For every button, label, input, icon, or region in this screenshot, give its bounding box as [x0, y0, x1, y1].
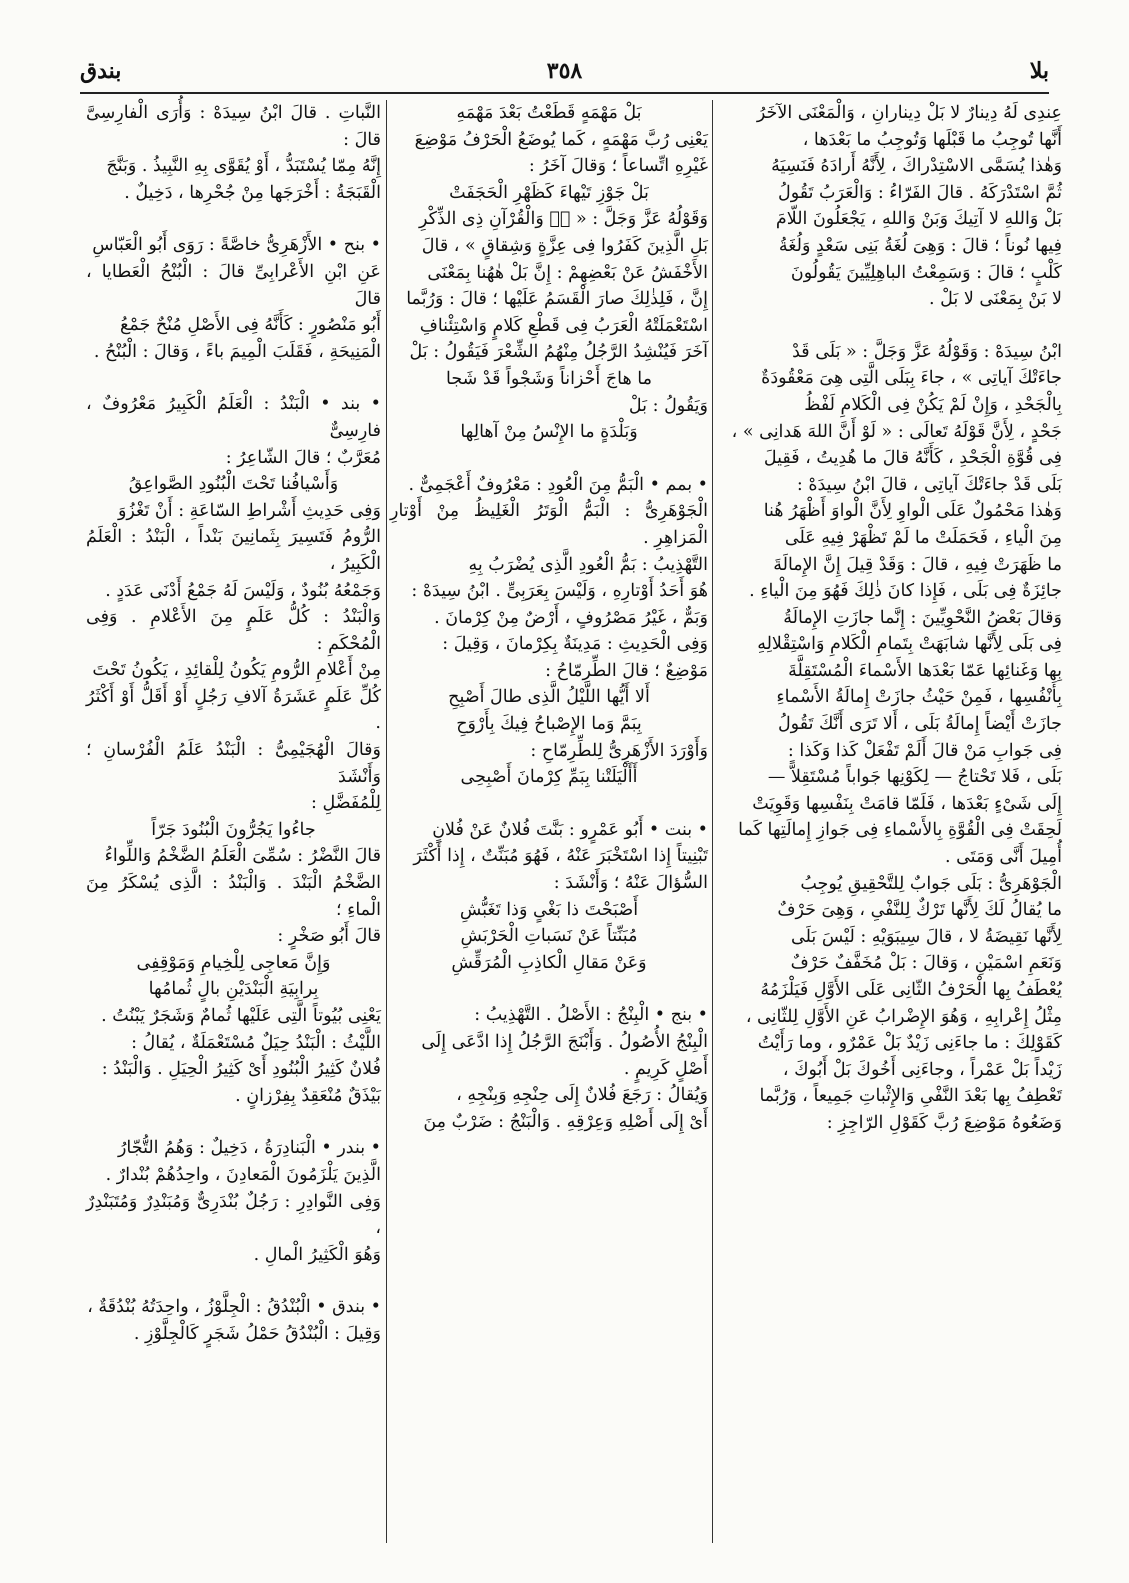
text-line: الأَخْفَشُ عَنْ بَعْضِهِمْ : إِنَّ بَلْ هٰهُنا بِمَعْنَى — [427, 262, 708, 283]
text-line: جاءُوا يَجُرُّونَ الْبُنُودَ جَرّاً — [151, 819, 316, 840]
entry-spacer — [390, 976, 708, 1002]
text-line: أَنَّها تُوجِبُ ما قَبْلَها وَتُوجِبُ ما بَعْدَها ، — [802, 129, 1062, 150]
text-line: وَيُقالُ : رَجَعَ فُلانٌ إِلَى حِنْجِهِ وَبِنْجِهِ ، — [456, 1085, 708, 1106]
text-line: وَعَنْ مَقالِ الْكاذِبِ الْمُرَقِّشِ — [451, 952, 647, 973]
text-line: وَنَعَمِ اسْمَيْنِ ، وَقالَ : بَلْ مُخَفَّفٌ حَرْفٌ — [790, 953, 1062, 974]
text-line: أَىْ إِلَى أَصْلِهِ وَعِرْقِهِ . وَالْبَنْجُ : ضَرْبٌ مِنَ — [423, 1111, 708, 1132]
text-line: فِى بَلَى لِأَنَّها شابَهَتْ بِتَمامِ الْكَلامِ وَاسْتِقْلالِهِ — [757, 634, 1062, 655]
text-line: بِها وَغَنائِها عَمّا بَعْدَها الأَسْماءَ الْمُسْتَقِلَّةَ — [788, 660, 1062, 681]
column-right — [717, 100, 1062, 1553]
text-line: جائِزَةٌ فِى بَلَى ، فَإِذا كانَ ذٰلِكَ فَهُوَ مِنَ الْياءِ . — [749, 581, 1062, 602]
text-line: مِنَ الْياءِ ، فَحَمَلَتْ ما لَمْ تَظْهَرْ فِيهِ عَلَى — [784, 527, 1062, 548]
text-line: الْمَنِيحَةِ ، فَقَلَبَ الْمِيمَ باءً ، وَقالَ : الْبُنْحُ . — [93, 341, 381, 362]
text-line: وَإِنَّ مَعاجِى لِلْخِيامِ وَمَوْقِفِى — [136, 952, 331, 973]
text-line: مِثْلُ إِعْرابِهِ ، وَهُوَ الإِضْرابُ عَنِ الأَوَّلِ لِلثّانِى ، — [745, 1006, 1062, 1027]
text-line: بِأَنْفُسِها ، فَمِنْ حَيْثُ جازَتْ إِمالَةُ الأَسْماءِ — [776, 687, 1062, 708]
text-line: • بند • الْبَنْدُ : الْعَلَمُ الْكَبِيرُ مَعْرُوفٌ ، فارِسِىٌّ — [86, 394, 381, 441]
entry-spacer — [390, 446, 708, 472]
text-line: يَعْنِى بُيُوتاً الَّتِى عَلَيْها ثُمامٌ وَشَجَرٌ يَبْنُتُ . — [101, 1006, 381, 1026]
text-line: السُّؤالَ عَنْهُ ؛ وَأَنْشَدَ : — [553, 873, 708, 894]
text-line: إِلَى شَىْءٍ بَعْدَها ، فَلَمّا قامَتْ بِنَفْسِها وَقَوِيَتْ — [752, 793, 1062, 814]
text-line: أَصْبَحْتَ ذا بَغْىٍ وَذا تَغَبُّشِ — [459, 899, 639, 920]
entry-spacer — [86, 365, 381, 391]
text-line: اسْتَعْمَلَتْهُ الْعَرَبُ فِى قَطْعِ كَلامٍ وَاسْتِئْنافِ — [419, 315, 708, 336]
text-line: مُعَرَّبٌ ؛ قالَ الشّاعِرُ : — [225, 447, 381, 468]
text-line: عَنِ ابْنِ الأَعْرابِىِّ قالَ : الْبُنْحُ الْعَطايا ، قالَ — [86, 261, 381, 309]
text-line: ما يُقالُ لَكَ لِأَنَّها تَرْكٌ لِلنَّفْىِ ، وَهِىَ حَرْفٌ — [777, 900, 1062, 921]
text-line: • بنح • الأَزْهَرِىُّ خاصَّةً : رَوَى أَبُو الْعَبّاسِ — [92, 235, 381, 256]
text-line: مُبَنِّتاً عَنْ نَسَباتِ الْحَرْبَشِ — [460, 926, 638, 947]
text-line: يُعْطَفُ بِها الْحَرْفُ الثّانِى عَلَى الأَوَّلِ فَيَلْزَمُهُ — [760, 980, 1062, 1000]
text-line: الْجَوْهَرِىُّ : الْبَمُّ الْوَتَرُ الْغَلِيظُ مِنْ أَوْتارِ الْمَزاهِرِ . — [390, 501, 708, 548]
text-line: مَوْضِعٌ ؛ قالَ الطِّرِمّاحُ : — [545, 660, 708, 681]
text-line: ابْنُ سِيدَهْ : وَقَوْلُهُ عَزَّ وَجَلَّ : « بَلَى قَدْ — [792, 341, 1062, 362]
text-line: لَحِقَتْ فِى الْقُوَّةِ بِالأَسْماءِ فِى جَوازِ إِمالَتِها كَما — [738, 820, 1062, 841]
text-line: عِندِى لَهُ دِينارٌ لا بَلْ دِينارانِ ، وَالْمَعْنَى الآخَرُ — [756, 103, 1062, 123]
text-line: وَجَمْعُهُ بُنُودٌ ، وَلَيْسَ لَهُ جَمْعُ أَدْنَى عَدَدٍ . — [105, 580, 381, 601]
text-line: الْقَبَجَةُ : أَخْرَجَها مِنْ جُحْرِها ، دَخِيلٌ . — [124, 182, 381, 203]
text-line: • بندر • الْبَنادِرَةُ ، دَخِيلٌ : وَهُمُ التُّجّارُ — [117, 1138, 381, 1159]
text-line: قالَ أَبُو صَخْرٍ : — [277, 926, 381, 947]
text-line: النَّباتِ . قالَ ابْنُ سِيدَهْ : وَأُرَى الْفارِسِىَّ قالَ : — [86, 103, 381, 150]
text-line: • بنج • الْبِنْجُ : الأَصْلُ . التَّهْذِيبُ : — [474, 1005, 708, 1026]
text-line: بَيْذَقٌ مُنْعَقِدٌ بِفِرْزانٍ . — [235, 1085, 381, 1106]
text-line: مِنْ أَعْلامِ الرُّومِ يَكُونُ لِلْقائِدِ ، يَكُونُ تَحْتَ — [92, 660, 381, 681]
text-line: وَأَوْرَدَ الأَزْهَرِىُّ لِلطِّرِمّاحِ : — [530, 740, 708, 761]
column-middle — [390, 100, 708, 1553]
text-line: وَهُوَ الْكَثِيرُ الْمالِ . — [253, 1244, 381, 1265]
text-line: وَهٰذا مَحْمُولٌ عَلَى الْواوِ لِأَنَّ الْواوَ أَظْهَرُ هُنا — [763, 501, 1062, 522]
entry-spacer — [86, 1268, 381, 1294]
text-line: لِأَنَّها نَقِيضَةُ لا ، قالَ سِيبَوَيْهِ : لَيْسَ بَلَى — [791, 926, 1062, 947]
text-line: الَّذِينَ يَلْزَمُونَ الْمَعادِنَ ، واحِدُهُمْ بُنْدارٌ . — [105, 1164, 381, 1185]
column-left — [86, 100, 381, 1553]
text-line: الْبِنْجُ الأُصُولُ . وَأَبْنَجَ الرَّجُلُ إِذا ادَّعَى إِلَى — [421, 1032, 708, 1052]
text-line: التَّهْذِيبُ : بَمُّ الْعُودِ الَّذِى يُضْرَبُ بِهِ — [468, 554, 708, 575]
entry-spacer — [390, 791, 708, 817]
text-line: أَبُو مَنْصُورٍ : كَأَنَّهُ فِى الأَصْلِ مُنْحٌ جَمْعُ — [120, 315, 381, 336]
entry-spacer — [86, 206, 381, 232]
text-line: فِى جَوابِ مَنْ قالَ أَلَمْ تَفْعَلْ كَذا وَكَذا : — [787, 740, 1062, 761]
page-number: ٣٥٨ — [546, 58, 583, 84]
header-rule — [80, 92, 1049, 94]
entry-spacer — [717, 313, 1062, 339]
entry-spacer — [86, 1109, 381, 1135]
text-line: ما هاجَ أَحْزاناً وَشَجْواً قَدْ شَجا — [446, 368, 652, 389]
text-line: الرُّومُ فَتَسِيرَ بِثَمانِينَ بَنْداً ، الْبَنْدُ : الْعَلَمُ الْكَبِيرُ ، — [86, 527, 381, 574]
text-line: لِلْمُفَضَّلِ : — [311, 793, 381, 814]
text-line: وَفِى الْحَدِيثِ : مَدِينَةٌ بِكِرْمانَ ، وَقِيلَ : — [442, 634, 708, 655]
header-entry-right: بلا — [1029, 58, 1049, 84]
text-line: كُلِّ عَلَمٍ عَشَرَةُ آلافِ رَجُلٍ أَوْ أَقَلُّ أَوْ أَكْثَرُ . — [86, 686, 381, 734]
text-line: غَيْرِهِ اتِّساعاً ؛ وَقالَ آخَرُ : — [528, 156, 708, 177]
text-line: لا بَنْ بِمَعْنَى لا بَلْ . — [929, 289, 1062, 310]
text-line: وَبَمٌّ ، غَيْرُ مَصْرُوفٍ ، أَرْضٌ مِنْ كِرْمانَ . — [434, 607, 708, 628]
text-line: أَصْلٍ كَرِيمٍ . — [623, 1058, 708, 1079]
text-line: • بمم • الْبَمُّ مِنَ الْعُودِ : مَعْرُوفٌ أَعْجَمِىٌّ . — [408, 474, 708, 495]
text-line: آخَرَ فَيُنْشِدُ الرَّجُلُ مِنْهُمُ الشِّعْرَ فَيَقُولُ : بَلْ — [409, 342, 708, 363]
text-line: جازَتْ أَيْضاً إِمالَةُ بَلَى ، أَلا تَرَى أَنَّكَ تَقُولُ — [777, 714, 1062, 735]
text-line: وَهٰذا يُسَمَّى الاسْتِدْراكَ ، لِأَنَّهُ أَرادَهُ فَنَسِيَهُ — [771, 156, 1062, 177]
text-line: كَقَوْلِكَ : ما جاءَنِى زَيْدٌ بَلْ عَمْرٌو ، وما رَأَيْتُ — [757, 1033, 1062, 1054]
text-line: وَبَلْدَةٍ ما الإِنْسُ مِنْ آهالِها — [460, 422, 638, 443]
text-line: بَلِ الَّذِينَ كَفَرُوا فِى عِزَّةٍ وَشِقاقٍ » ، قالَ — [421, 235, 708, 256]
text-line: بَلْ وَاللهِ لا آتِيكَ وَبَنْ وَاللهِ ، يَجْعَلُونَ اللّامَ — [775, 209, 1062, 230]
text-line: وَالْبَنْدُ : كُلُّ عَلَمٍ مِنَ الأَعْلامِ . وَفِى الْمُحْكَمِ : — [86, 607, 381, 654]
text-line: الضَّخْمُ الْبَنْدَ . وَالْبَنْدُ : الَّذِى يُسْكَرُ مِنَ الْماءِ ؛ — [86, 873, 381, 920]
column-divider-right — [712, 100, 713, 1543]
text-line: وَفِى النَّوادِرِ : رَجُلٌ بُنْدَرِىٌّ وَمُبَنْدِرٌ وَمُتَبَنْدِرٌ ، — [86, 1191, 381, 1239]
text-line: زَيْداً بَلْ عَمْراً ، وجاءَنِى أَخُوكَ بَلْ أَبُوكَ ، — [782, 1059, 1062, 1080]
header-entry-left: بندق — [80, 58, 122, 84]
text-line: بَلْ جَوْزِ تَيْهاءَ كَظَهْرِ الْحَجَفَتْ — [449, 182, 649, 203]
column-divider-left — [386, 100, 387, 1543]
text-line: ثُمَّ اسْتَدْرَكَهُ . قالَ الفَرّاءُ : وَالْعَرَبُ تَقُولُ — [778, 182, 1062, 203]
text-line: وَضَعُوهُ مَوْضِعَ رُبَّ كَقَوْلِ الرّاجِزِ : — [826, 1112, 1062, 1133]
text-line: قالَ النَّضْرُ : سُمِّىَ الْعَلَمُ الضَّخْمُ وَاللِّواءُ — [104, 846, 381, 867]
text-line: ما ظَهَرَتْ فِيهِ ، قالَ : وَقَدْ قِيلَ إِنَّ الإِمالَةَ — [773, 554, 1062, 575]
text-line: الْجَوْهَرِىُّ : بَلَى جَوابٌ لِلتَّحْقِيقِ يُوجِبُ — [800, 873, 1062, 894]
text-line: وَقالَ الْهُجَيْمِىُّ : الْبَنْدُ عَلَمُ الْفُرْسانِ ؛ وَأَنْشَدَ — [86, 740, 381, 787]
text-line: إِنَّ ، فَلِذٰلِكَ صارَ الْقَسَمُ عَلَيْها ؛ قالَ : وَرُبَّما — [406, 289, 708, 310]
text-line: يَعْنِى رُبَّ مَهْمَهٍ ، كَما يُوضَعُ الْحَرْفُ مَوْضِعَ — [414, 129, 708, 150]
page-header — [80, 58, 1049, 92]
text-line: وَفِى حَدِيثِ أَشْراطِ السّاعَةِ : أَنْ تَغْزُوَ — [117, 500, 381, 521]
text-line: وَيَقُولُ : بَلْ — [628, 395, 708, 416]
text-line: تَعْطِفُ بِها بَعْدَ النَّفْىِ وَالإِثْباتِ جَمِيعاً ، وَرُبَّما — [759, 1086, 1062, 1107]
text-line: جاءَتْكَ آياتِى » ، جاءَ بِبَلَى الَّتِى هِىَ مَعْقُودَةٌ — [761, 368, 1062, 389]
text-line: وَقَوْلُهُ عَزَّ وَجَلَّ : « صۤ وَالْقُرْآنِ ذِى الذِّكْرِ — [418, 209, 708, 230]
text-line: تَبْنِيتاً إِذا اسْتَخْبَرَ عَنْهُ ، فَهُوَ مُبَنِّتٌ ، إِذا أَكْثَرَ — [413, 846, 708, 867]
text-line: بِالْجَحْدِ ، وَإِنْ لَمْ يَكُنْ فِى الْكَلامِ لَفْظُ — [804, 394, 1062, 415]
text-line: وَقِيلَ : الْبُنْدُقُ حَمْلُ شَجَرٍ كَالْجِلَّوْزِ . — [133, 1323, 381, 1344]
text-line: أَلا أَيُّها اللَّيْلُ الَّذِى طالَ أَصْبِحِ — [448, 687, 650, 708]
text-line: فِى قُوَّةِ الْجَحْدِ ، كَأَنَّهُ قالَ ما هُدِيتُ ، فَقِيلَ — [763, 448, 1062, 469]
text-line: بِرابِيَةِ الْبَنْدَيْنِ بالٍ ثُمامُها — [148, 979, 319, 1000]
text-line: • بنت • أَبُو عَمْرٍو : بَنَّتَ فُلانٌ عَنْ فُلانٍ — [432, 819, 708, 840]
text-line: • بندق • الْبُنْدُقُ : الْجِلَّوْزُ ، واحِدَتُهُ بُنْدُقَةٌ ، — [87, 1297, 381, 1318]
text-line: فِيها نُوناً ؛ قالَ : وَهِىَ لُغَةُ بَنِى سَعْدٍ وَلُغَةُ — [778, 235, 1062, 256]
text-line: وَأَسْيافُنا تَحْتَ الْبُنُودِ الصَّواعِقُ — [128, 474, 339, 495]
text-line: بِبَمَّ وَما الإِصْباحُ فِيكَ بِأَرْوَحِ — [456, 714, 642, 735]
text-line: جَحْدٍ ، لِأَنَّ قَوْلَهُ تَعالَى : « لَوْ أَنَّ اللهَ هَدانِى » ، — [731, 421, 1062, 442]
text-line: بَلَى ، فَلا تَحْتاجُ — لِكَوْنِها جَواباً مُسْتَقِلاًّ — — [767, 767, 1062, 788]
text-line: بَلْ مَهْمَهٍ قَطَعْتُ بَعْدَ مَهْمَهِ — [456, 103, 642, 123]
text-line: أَأَلْيَلَتْنا بِبَمِّ كِرْمانَ أَصْبِحِى — [460, 767, 638, 788]
text-line: هُوَ أَحَدُ أَوْتارِهِ ، وَلَيْسَ بِعَرَبِىٍّ . ابْنُ سِيدَهْ : — [411, 581, 708, 602]
text-line: فُلانٌ كَثِيرُ الْبُنُودِ أَىْ كَثِيرُ الْحِيَلِ . وَالْبَنْدُ : — [101, 1059, 381, 1080]
text-line: كَلْبٍ ؛ قالَ : وَسَمِعْتُ الباهِلِيِّينَ يَقُولُونَ — [790, 262, 1062, 283]
text-line: أُمِيلَ أَنَّى وَمَتَى . — [944, 847, 1062, 868]
text-line: وَقالَ بَعْضُ النَّحْوِيِّينَ : إِنَّما جازَتِ الإِمالَةُ — [783, 607, 1062, 628]
text-line: إِنَّهُ مِمّا يُسْتَبَدُّ ، أَوْ يُقَوَّى بِهِ النَّبِيذُ . وَبَنَّجَ — [106, 156, 381, 177]
text-line: بَلَى قَدْ جاءَتْكَ آياتِى ، قالَ ابْنُ سِيدَهْ : — [796, 474, 1062, 495]
text-line: اللَّيْثُ : الْبَنْدُ حِيَلٌ مُسْتَعْمَلَةٌ ، يُقالُ : — [131, 1032, 381, 1053]
